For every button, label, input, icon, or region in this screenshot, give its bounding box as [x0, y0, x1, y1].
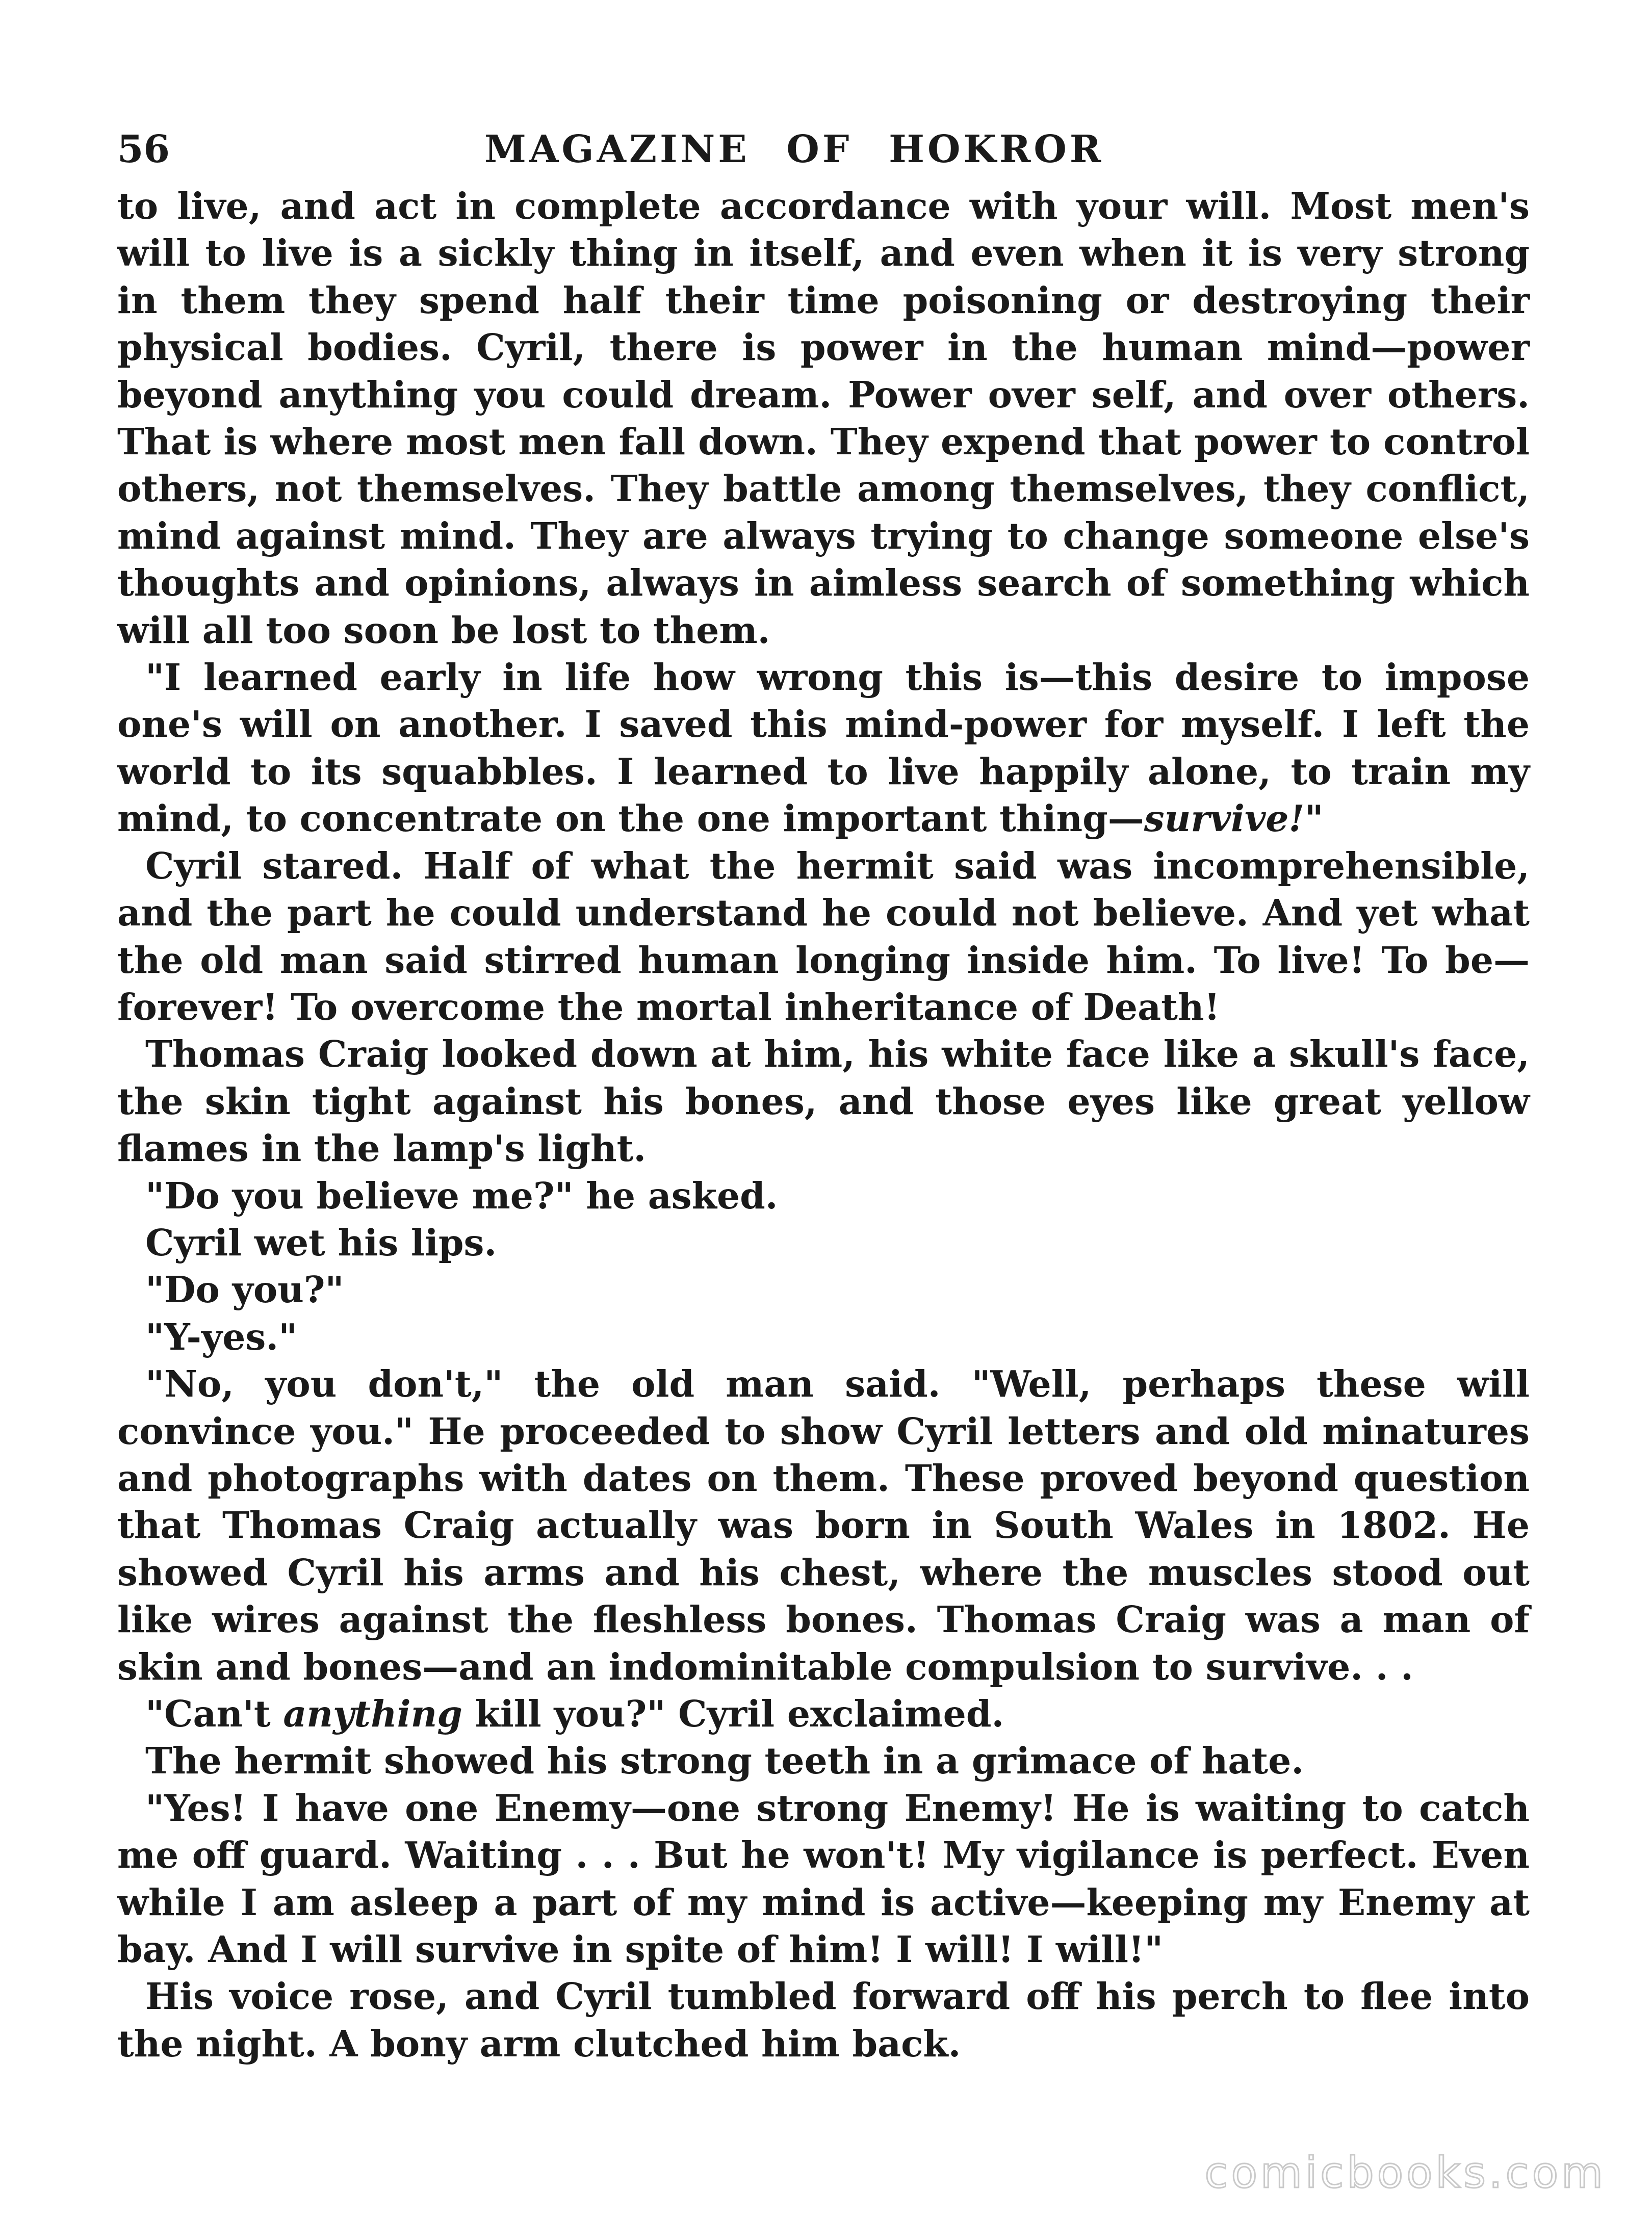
paragraph: "Do you believe me?" he asked. [145, 1174, 778, 1217]
page-header [117, 116, 1530, 183]
paragraph: Thomas Craig looked down at him, his white face like a skull's face, the skin tight against his bones, and those eyes like great yellow flames in the lamp's light. [117, 1033, 1530, 1170]
body-text [117, 183, 1530, 2067]
paragraph [117, 654, 1530, 842]
watermark: comicbooks.com [1204, 2148, 1606, 2198]
paragraph: The hermit showed his strong teeth in a grimace of hate. [145, 1739, 1304, 1783]
paragraph: Cyril stared. Half of what the hermit said was incomprehensible, and the part he could understand he could not believe. And yet what the old man said stirred human longing inside him. To live! To be—forever! To overcome the mortal inheritance of Death! [117, 844, 1530, 1028]
paragraph-text: " [1304, 797, 1324, 840]
paragraph: "No, you don't," the old man said. "Well, perhaps these will convince you." He proceeded to show Cyril letters and old minatures and photographs with dates on them. These proved beyond question that Thomas Craig actually was born in South Wales in 1802. He showed Cyril his arms and his chest, where the muscles stood out like wires against the fleshless bones. Thomas Craig was a man of skin and bones—and an indominitable compulsion to survive. . . [117, 1362, 1530, 1688]
paragraph: His voice rose, and Cyril tumbled forward off his perch to flee into the night. A bony arm clutched him back. [117, 1975, 1530, 2065]
paragraph-text: kill you?" Cyril exclaimed. [462, 1692, 1004, 1735]
running-title: MAGAZINE OF HOKROR [484, 127, 1104, 171]
paragraph: "Yes! I have one Enemy—one strong Enemy! He is waiting to catch me off guard. Waiting . . . But he won't! My vigilance is perfect. Even while I am asleep a part of my mind is active—keeping my Enemy at bay. And I will survive in spite of him! I will! I will!" [117, 1786, 1530, 1971]
book-page [117, 116, 1530, 2067]
paragraph: to live, and act in complete accordance with your will. Most men's will to live is a sickly thing in itself, and even when it is very strong in them they spend half their time poisoning or destroying their physical bodies. Cyril, there is power in the human mind—power beyond anything you could dream. Power over self, and over others. That is where most men fall down. They expend that power to control others, not themselves. They battle among themselves, they conflict, mind against mind. They are always trying to change someone else's thoughts and opinions, always in aimless search of something which will all too soon be lost to them. [117, 185, 1530, 652]
paragraph: Cyril wet his lips. [145, 1221, 497, 1264]
paragraph-text: "Can't [145, 1692, 283, 1735]
emphasis-text: survive! [1144, 797, 1305, 840]
page-number: 56 [117, 127, 170, 171]
emphasis-text: anything [283, 1692, 462, 1735]
paragraph: "Y-yes." [145, 1315, 298, 1358]
paragraph-text: "I learned early in life how wrong this is—this desire to impose one's will on another. I saved this mind-power for myself. I left the world to its squabbles. I learned to live happily alone, to train my mind, to concentrate on the one important thing— [117, 656, 1530, 840]
paragraph [117, 1690, 1530, 1737]
paragraph: "Do you?" [145, 1268, 344, 1311]
